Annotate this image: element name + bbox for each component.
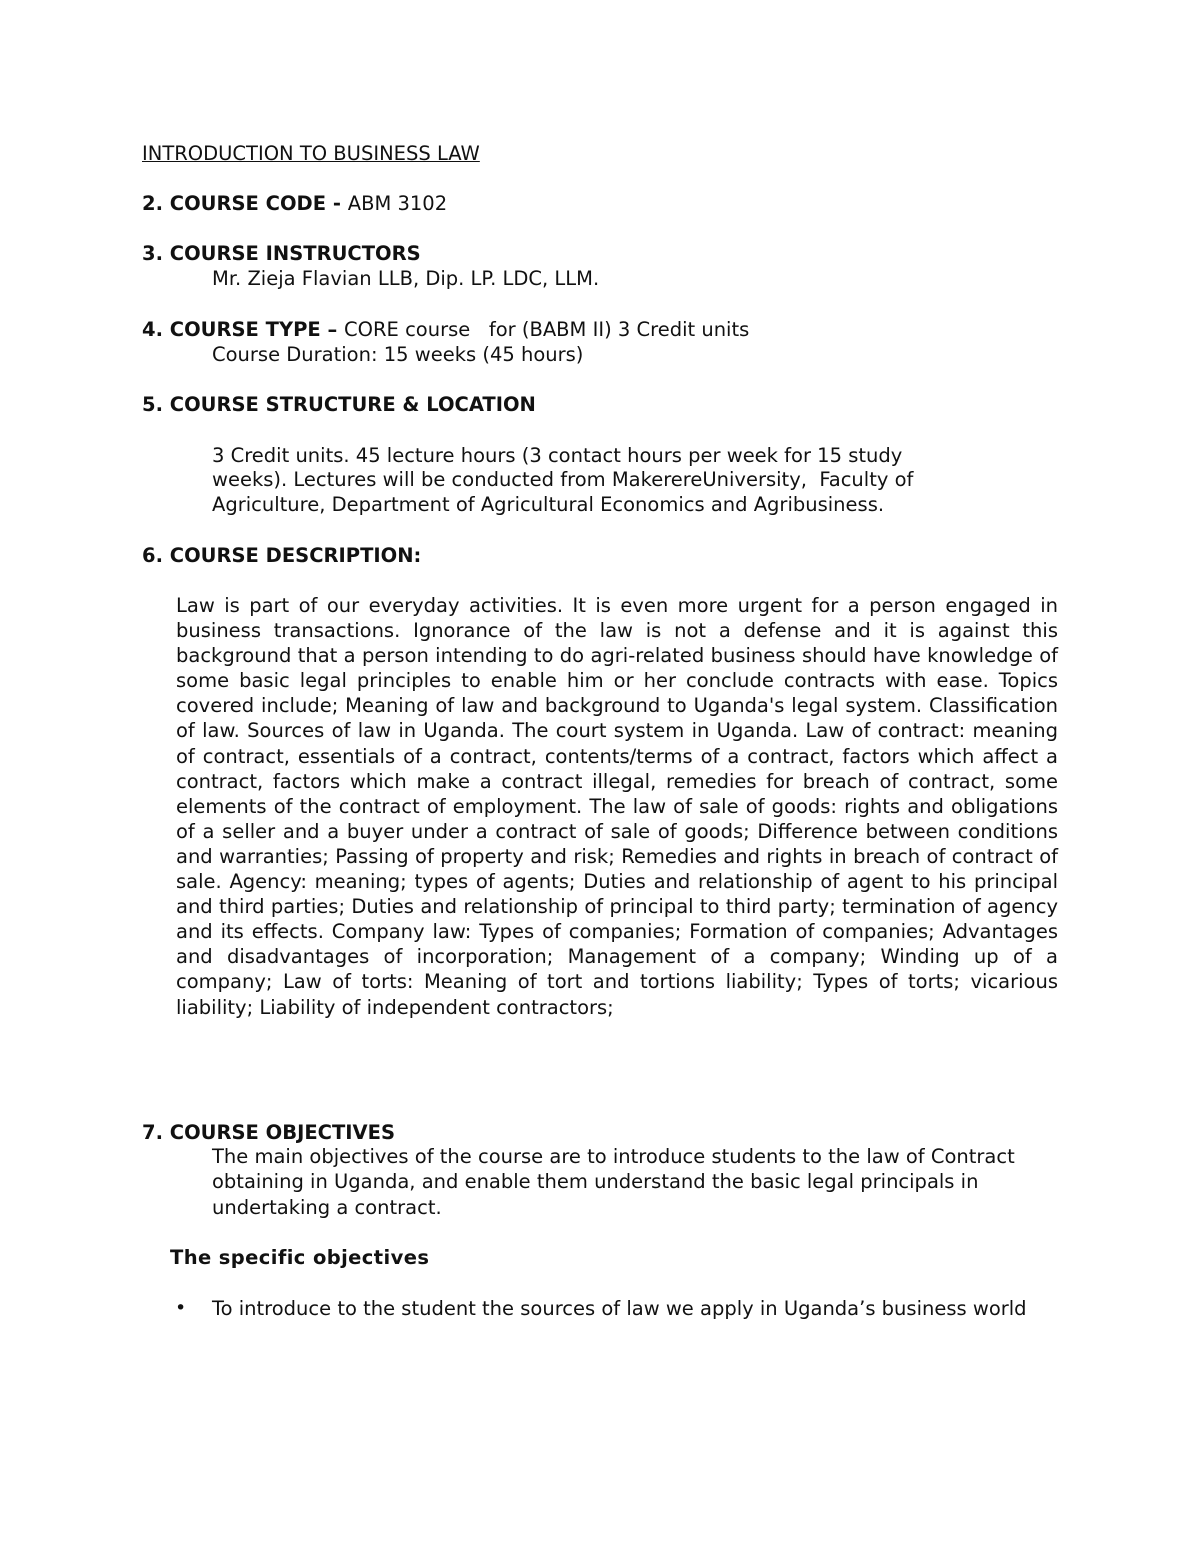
course-description-text: Law is part of our everyday activities. It is even more urgent for a person engaged in business transactions. Ignorance of the law is not a defense and it is against this background that a person intending to do agri-related business should have knowledge of some basic legal principles to enable him or her conclude contracts with ease. Topics covered include; Meaning of law and background to Uganda's legal system. Classification of law. Sources of law in Uganda. The court system in Uganda. Law of contract: meaning of contract, essentials of a contract, contents/terms of a contract, factors which affect a contract, factors which make a contract illegal, remedies for breach of contract, some elements of the contract of employment. The law of sale of goods: rights and obligations of a seller and a buyer under a contract of sale of goods; Difference between conditions and warranties; Passing of property and risk; Remedies and rights in breach of contract of sale. Agency: meaning; types of agents; Duties and relationship of agent to his principal and third parties; Duties and relationship of principal to third party; termination of agency and its effects. Company law: Types of companies; Formation of companies; Advantages and disadvantages of incorporation; Management of a company; Winding up of a company; Law of torts: Meaning of tort and tortions liability; Types of torts; vicarious liability; Liability of independent contractors; bbox=[176, 594, 1058, 1019]
course-structure-line-3: Agriculture, Department of Agricultural Economics and Agribusiness. bbox=[212, 493, 885, 516]
document-title: INTRODUCTION TO BUSINESS LAW bbox=[142, 142, 480, 165]
course-duration: Course Duration: 15 weeks (45 hours) bbox=[212, 343, 584, 366]
course-structure-line-2: weeks). Lectures will be conducted from MakerereUniversity, Faculty of bbox=[212, 468, 914, 491]
specific-objective-item: To introduce to the student the sources of law we apply in Uganda’s business world bbox=[212, 1297, 1027, 1320]
course-instructors-value: Mr. Zieja Flavian LLB, Dip. LP. LDC, LLM. bbox=[212, 267, 600, 290]
course-code-line bbox=[142, 191, 447, 216]
course-objectives-text: The main objectives of the course are to introduce students to the law of Contract obtaining in Uganda, and enable them understand the basic legal principals in undertaking a contract. bbox=[212, 1145, 1015, 1219]
course-type-label: 4. COURSE TYPE – bbox=[142, 318, 345, 341]
course-structure-line-1: 3 Credit units. 45 lecture hours (3 contact hours per week for 15 study bbox=[212, 444, 903, 467]
course-description-heading: 6. COURSE DESCRIPTION: bbox=[142, 544, 422, 567]
bullet-icon: • bbox=[175, 1297, 187, 1319]
course-objectives-heading: 7. COURSE OBJECTIVES bbox=[142, 1121, 395, 1144]
course-instructors-heading: 3. COURSE INSTRUCTORS bbox=[142, 242, 421, 265]
course-type-line bbox=[142, 317, 749, 342]
course-code-label: 2. COURSE CODE - bbox=[142, 192, 348, 215]
specific-objectives-heading: The specific objectives bbox=[170, 1246, 430, 1269]
course-code-value: ABM 3102 bbox=[347, 192, 448, 215]
course-type-value: CORE course for (BABM II) 3 Credit units bbox=[344, 318, 750, 341]
course-structure-heading: 5. COURSE STRUCTURE & LOCATION bbox=[142, 393, 536, 416]
